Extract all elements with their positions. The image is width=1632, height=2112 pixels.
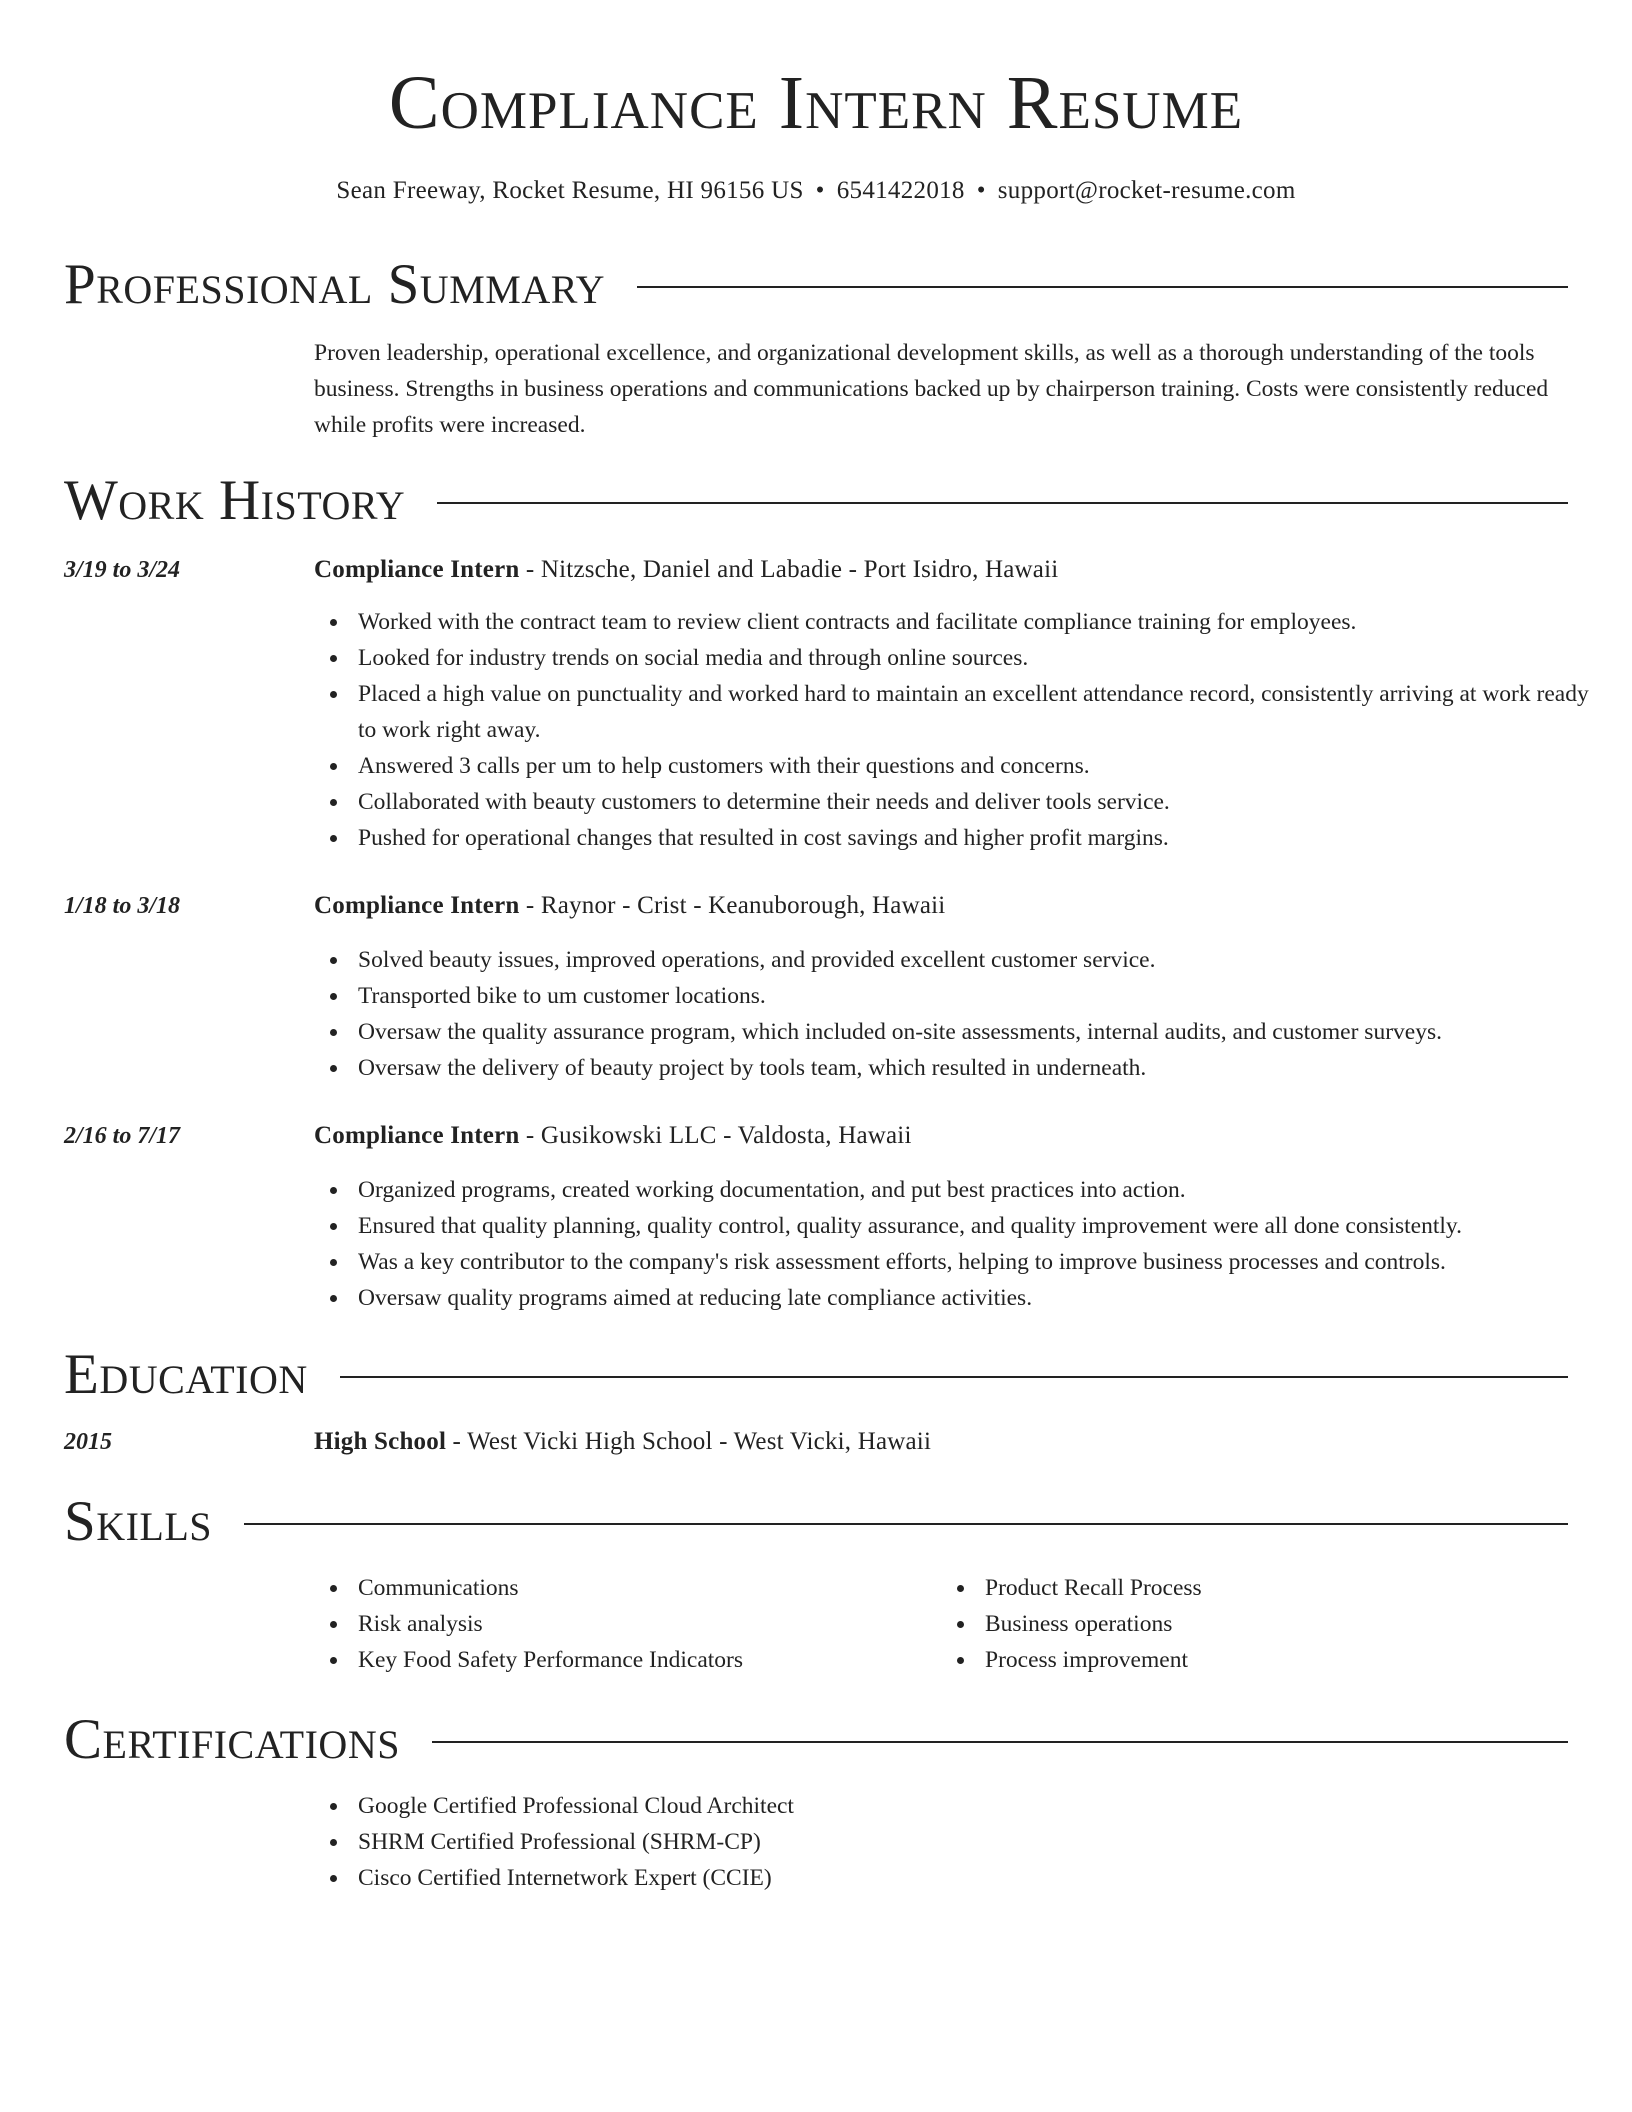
section-header-education <box>64 1342 1568 1408</box>
contact-line <box>64 174 1568 208</box>
section-header-skills <box>64 1489 1568 1555</box>
list-item: Solved beauty issues, improved operations, and provided excellent customer service. <box>358 942 1612 978</box>
job-title: Compliance Intern <box>314 1122 520 1149</box>
job-title: Compliance Intern <box>314 556 520 583</box>
job-bullets <box>314 1172 1612 1316</box>
contact-email[interactable]: support@rocket-resume.com <box>997 177 1296 204</box>
job-header <box>314 1120 1568 1152</box>
section-header-certifications <box>64 1707 1568 1773</box>
list-item: Oversaw the quality assurance program, which included on-site assessments, internal audits, and customer surveys. <box>358 1014 1612 1050</box>
contact-phone: 6541422018 <box>836 177 965 204</box>
list-item: Oversaw quality programs aimed at reducing late compliance activities. <box>358 1280 1612 1316</box>
list-item: Organized programs, created working documentation, and put best practices into action. <box>358 1172 1612 1208</box>
section-divider <box>637 286 1568 288</box>
section-title-summary: Professional Summary <box>64 253 606 316</box>
section-header-work <box>64 468 1568 534</box>
section-divider <box>340 1376 1568 1378</box>
section-title-skills: Skills <box>64 1490 213 1553</box>
list-item: Looked for industry trends on social media and through online sources. <box>358 640 1612 676</box>
certifications-list <box>314 1788 1612 1896</box>
section-title-education: Education <box>64 1343 308 1406</box>
list-item: Collaborated with beauty customers to determine their needs and deliver tools service. <box>358 784 1612 820</box>
contact-address: Sean Freeway, Rocket Resume, HI 96156 US <box>336 177 804 204</box>
education-degree: High School <box>314 1428 447 1455</box>
list-item: Placed a high value on punctuality and worked hard to maintain an excellent attendance record, consistently arriving at work ready to work right away. <box>358 676 1612 748</box>
list-item: Risk analysis <box>358 1606 941 1642</box>
job-details: - Raynor - Crist - Keanuborough, Hawaii <box>519 892 946 919</box>
job-bullets <box>314 942 1612 1086</box>
section-divider <box>432 1741 1568 1743</box>
job-title: Compliance Intern <box>314 892 520 919</box>
job-header <box>314 890 1568 922</box>
section-divider <box>244 1523 1568 1525</box>
list-item: Pushed for operational changes that resulted in cost savings and higher profit margins. <box>358 820 1612 856</box>
education-entry <box>314 1426 1568 1458</box>
job-details: - Nitzsche, Daniel and Labadie - Port Isidro, Hawaii <box>519 556 1059 583</box>
job-dates: 2/16 to 7/17 <box>64 1123 181 1149</box>
job-dates: 3/19 to 3/24 <box>64 557 181 583</box>
list-item: Ensured that quality planning, quality control, quality assurance, and quality improvement were all done consistently. <box>358 1208 1612 1244</box>
job-bullets <box>314 604 1612 856</box>
summary-text: Proven leadership, operational excellence, and organizational development skills, as well as a thorough understanding of the tools business. Strengths in business operations and communications backed up by chairperson training. Costs were consistently reduced while profits were increased. <box>314 340 1549 438</box>
list-item: Answered 3 calls per um to help customers with their questions and concerns. <box>358 748 1612 784</box>
list-item: Product Recall Process <box>985 1570 1568 1606</box>
list-item: Cisco Certified Internetwork Expert (CCIE) <box>358 1860 1612 1896</box>
education-year: 2015 <box>64 1429 112 1455</box>
list-item: Was a key contributor to the company's risk assessment efforts, helping to improve business processes and controls. <box>358 1244 1612 1280</box>
list-item: Key Food Safety Performance Indicators <box>358 1642 941 1678</box>
list-item: Transported bike to um customer locations. <box>358 978 1612 1014</box>
section-divider <box>437 502 1568 504</box>
contact-separator: • <box>976 177 986 204</box>
education-details: - West Vicki High School - West Vicki, Hawaii <box>446 1428 932 1455</box>
list-item: Worked with the contract team to review client contracts and facilitate compliance training for employees. <box>358 604 1612 640</box>
page-title: Compliance Intern Resume <box>388 61 1244 145</box>
list-item: Google Certified Professional Cloud Architect <box>358 1788 1612 1824</box>
skills-column-left <box>314 1570 941 1678</box>
list-item: Business operations <box>985 1606 1568 1642</box>
section-title-work: Work History <box>64 469 406 532</box>
skills-column-right <box>941 1570 1568 1678</box>
list-item: Communications <box>358 1570 941 1606</box>
contact-separator: • <box>815 177 825 204</box>
job-header <box>314 554 1568 586</box>
section-title-certifications: Certifications <box>64 1708 400 1771</box>
section-header-summary <box>64 252 1568 318</box>
skills-list <box>314 1570 1568 1678</box>
job-dates: 1/18 to 3/18 <box>64 893 181 919</box>
list-item: Process improvement <box>985 1642 1568 1678</box>
job-details: - Gusikowski LLC - Valdosta, Hawaii <box>519 1122 912 1149</box>
list-item: SHRM Certified Professional (SHRM-CP) <box>358 1824 1612 1860</box>
list-item: Oversaw the delivery of beauty project by tools team, which resulted in underneath. <box>358 1050 1612 1086</box>
